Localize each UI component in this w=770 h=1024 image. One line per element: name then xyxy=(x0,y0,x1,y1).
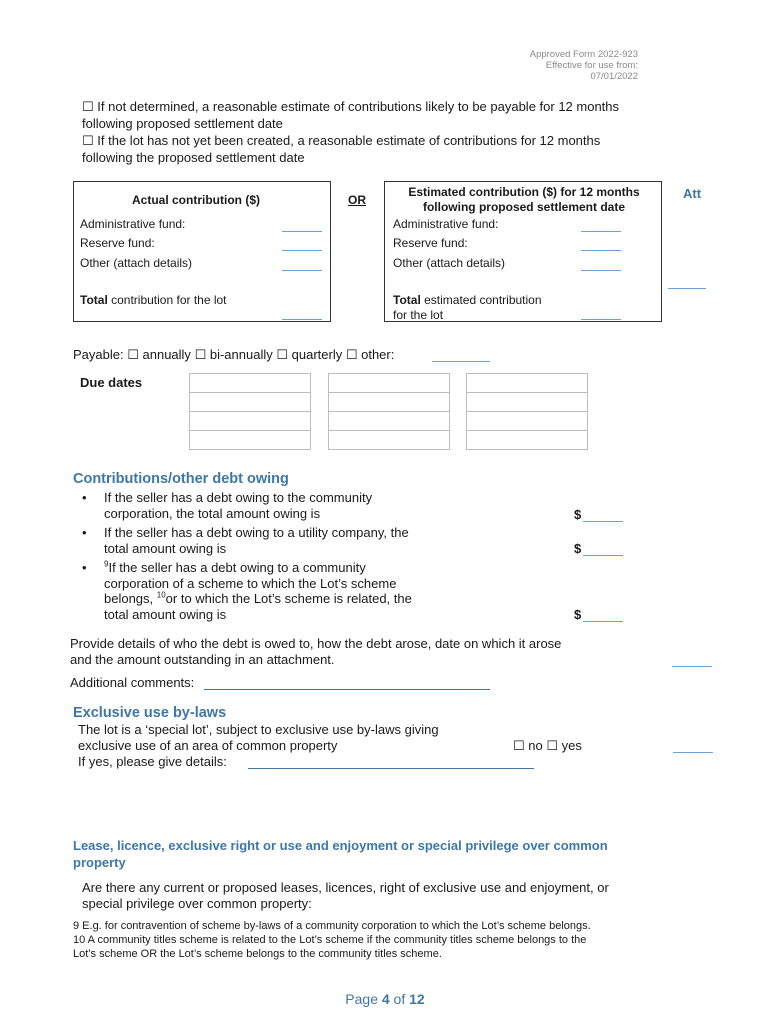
actual-total-field[interactable] xyxy=(282,318,322,320)
payable-label: Payable: xyxy=(73,347,124,362)
debt-utility-amount-field[interactable] xyxy=(583,554,623,556)
checkbox-no[interactable]: ☐ xyxy=(513,738,525,753)
estimated-reserve-field[interactable] xyxy=(581,249,621,251)
exclusive-use-heading: Exclusive use by-laws xyxy=(73,705,227,721)
effective-date: 07/01/2022 xyxy=(590,71,638,82)
biannually-label: bi-annually xyxy=(209,347,273,362)
debt-community-amount-field[interactable] xyxy=(583,520,623,522)
debt-section-heading: Contributions/other debt owing xyxy=(73,471,289,487)
due-date-cell[interactable] xyxy=(190,393,311,412)
estimate-option-2-cont: following the proposed settlement date xyxy=(82,150,305,165)
actual-administrative-label: Administrative fund: xyxy=(80,217,186,231)
actual-reserve-field[interactable] xyxy=(282,249,322,251)
yes-label: yes xyxy=(561,738,582,753)
footnote-9: 9 E.g. for contravention of scheme by-laws of a community corporation to which the Lot’s scheme belongs. xyxy=(73,920,591,932)
other-label: other: xyxy=(361,347,395,362)
attachment-field[interactable] xyxy=(668,287,706,289)
due-dates-grid-1 xyxy=(189,373,311,450)
debt-item-utility: • If the seller has a debt owing to a utility company, the total amount owing is xyxy=(82,525,409,556)
payable-row xyxy=(73,347,394,363)
attachment-label: Att xyxy=(683,186,702,201)
additional-comments-field[interactable] xyxy=(204,688,490,690)
due-date-cell[interactable] xyxy=(190,431,311,450)
due-date-cell[interactable] xyxy=(329,393,450,412)
estimated-total-label: Total estimated contribution for the lot xyxy=(393,293,542,322)
actual-other-label: Other (attach details) xyxy=(80,256,193,270)
footnote-ref-10: 10 xyxy=(156,590,166,600)
exclusive-use-text: The lot is a ‘special lot’, subject to exclusive use by-laws giving exclusive use of an area of common property If yes, please give details: xyxy=(78,722,439,769)
due-dates-grid-2 xyxy=(328,373,450,450)
checkbox-not-determined[interactable]: ☐ xyxy=(82,99,94,114)
due-dates-label: Due dates xyxy=(80,375,143,390)
form-header xyxy=(530,49,638,82)
debt-item-scheme: • $^9$If the seller has a debt owing to a community corporation of a scheme to which the Lot’s scheme belongs, $^{10}$or to which the Lot’s scheme is related, the total amount owing is xyxy=(82,559,412,622)
estimated-other-field[interactable] xyxy=(581,269,621,271)
footnote-10-cont: Lot’s scheme OR the Lot’s scheme belongs to the community titles scheme. xyxy=(73,948,442,960)
footnote-ref-9: 9 xyxy=(104,559,109,569)
annually-label: annually xyxy=(142,347,191,362)
due-date-cell[interactable] xyxy=(467,374,588,393)
due-date-cell[interactable] xyxy=(329,431,450,450)
checkbox-quarterly[interactable]: ☐ xyxy=(276,347,288,362)
estimated-contribution-box xyxy=(384,181,662,322)
estimated-total-field[interactable] xyxy=(581,318,621,320)
due-date-cell[interactable] xyxy=(329,412,450,431)
due-date-cell[interactable] xyxy=(329,374,450,393)
checkbox-yes[interactable]: ☐ xyxy=(546,738,559,753)
actual-administrative-field[interactable] xyxy=(282,230,322,232)
checkbox-other[interactable]: ☐ xyxy=(345,347,358,362)
checkbox-lot-not-created[interactable]: ☐ xyxy=(82,133,94,148)
lease-question: Are there any current or proposed leases, licences, right of exclusive use and enjoyment, or special privilege over common property: xyxy=(82,880,609,911)
debt-details-instructions: Provide details of who the debt is owed to, how the debt arose, date on which it arose and the amount outstanding in an attachment. xyxy=(70,636,562,667)
exclusive-use-options xyxy=(513,738,582,754)
estimate-option-1: If not determined, a reasonable estimate of contributions likely to be payable for 12 months xyxy=(97,99,620,114)
estimated-administrative-label: Administrative fund: xyxy=(393,217,499,231)
dollar-sign-1: $ xyxy=(574,507,582,522)
exclusive-use-attachment-field[interactable] xyxy=(673,751,713,753)
form-number: Approved Form 2022-923 xyxy=(529,49,638,60)
due-date-cell[interactable] xyxy=(467,393,588,412)
actual-contribution-box xyxy=(73,181,331,322)
effective-label: Effective for use from: xyxy=(545,60,638,71)
dollar-sign-3: $ xyxy=(574,607,582,622)
estimate-option-2: If the lot has not yet been created, a reasonable estimate of contributions for 12 months xyxy=(97,133,601,148)
payable-other-field[interactable] xyxy=(432,360,490,362)
debt-scheme-amount-field[interactable] xyxy=(583,620,623,622)
estimated-contribution-title: Estimated contribution ($) for 12 months following proposed settlement date xyxy=(408,185,640,214)
actual-other-field[interactable] xyxy=(282,269,322,271)
checkbox-annually[interactable]: ☐ xyxy=(127,347,139,362)
lease-section-heading: Lease, licence, exclusive right or use and enjoyment or special privilege over common property xyxy=(73,838,608,870)
due-date-cell[interactable] xyxy=(467,431,588,450)
quarterly-label: quarterly xyxy=(291,347,343,362)
due-dates-grid-3 xyxy=(466,373,588,450)
footnote-10: 10 A community titles scheme is related to the Lot’s scheme if the community titles scheme belongs to the xyxy=(73,934,587,946)
footnotes xyxy=(73,919,591,961)
due-date-cell[interactable] xyxy=(190,412,311,431)
actual-contribution-title: Actual contribution ($) xyxy=(132,193,260,207)
exclusive-use-details-field[interactable] xyxy=(248,767,534,769)
debt-details-attachment-field[interactable] xyxy=(672,665,712,667)
checkbox-biannually[interactable]: ☐ xyxy=(194,347,207,362)
actual-reserve-label: Reserve fund: xyxy=(80,236,155,250)
estimated-other-label: Other (attach details) xyxy=(393,256,506,270)
additional-comments-label: Additional comments: xyxy=(70,675,195,690)
estimated-reserve-label: Reserve fund: xyxy=(393,236,468,250)
dollar-sign-2: $ xyxy=(574,541,582,556)
page-number: Page 4 of 12 xyxy=(345,991,425,1007)
no-label: no xyxy=(528,738,543,753)
estimated-administrative-field[interactable] xyxy=(581,230,621,232)
due-date-cell[interactable] xyxy=(190,374,311,393)
estimate-option-1-cont: following proposed settlement date xyxy=(82,116,283,131)
due-date-cell[interactable] xyxy=(467,412,588,431)
or-label: OR xyxy=(348,193,366,207)
debt-list xyxy=(78,490,638,626)
debt-item-community: • If the seller has a debt owing to the community corporation, the total amount owing is xyxy=(82,490,373,521)
estimate-options xyxy=(82,98,619,166)
actual-total-label: Total contribution for the lot xyxy=(80,293,227,307)
